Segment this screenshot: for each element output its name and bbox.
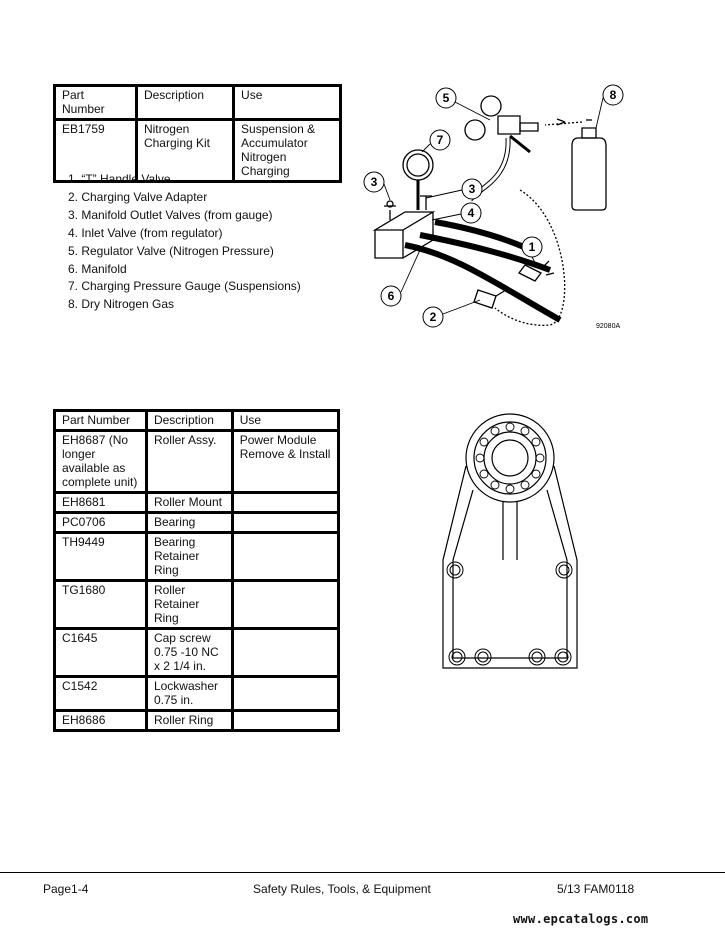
- description-cell: Bearing: [146, 513, 232, 533]
- callout-2: 2: [429, 310, 437, 324]
- legend-item: 5. Regulator Valve (Nitrogen Pressure): [68, 243, 274, 258]
- callout-5: 5: [442, 91, 450, 105]
- table-row: [55, 581, 339, 629]
- section-title: Safety Rules, Tools, & Equipment: [253, 882, 431, 896]
- header-description: Description: [146, 411, 232, 431]
- table-row: [55, 711, 339, 731]
- part-number-cell: EH8687 (No longer available as complete unit): [55, 431, 147, 493]
- callout-4: 4: [467, 206, 475, 220]
- description-cell: Bearing Retainer Ring: [146, 533, 232, 581]
- legend-item: 7. Charging Pressure Gauge (Suspensions): [68, 279, 301, 294]
- part-number-cell: EH8681: [55, 493, 147, 513]
- header-use: Use: [232, 411, 338, 431]
- use-cell: [232, 581, 338, 629]
- footer-divider: [0, 872, 725, 873]
- description-cell: Roller Retainer Ring: [146, 581, 232, 629]
- description-cell: Nitrogen Charging Kit: [136, 120, 233, 182]
- part-number-cell: C1542: [55, 677, 147, 711]
- callout-7: 7: [436, 133, 444, 147]
- legend-item: 3. Manifold Outlet Valves (from gauge): [68, 207, 273, 222]
- legend-item: 8. Dry Nitrogen Gas: [68, 297, 175, 312]
- document-code: 5/13 FAM0118: [557, 882, 635, 896]
- header-part-number: Part Number: [55, 411, 147, 431]
- part-number-cell: EB1759: [55, 120, 137, 182]
- watermark: www.epcatalogs.com: [513, 912, 649, 926]
- part-number-cell: C1645: [55, 629, 147, 677]
- description-cell: Roller Assy.: [146, 431, 232, 493]
- use-cell: [232, 533, 338, 581]
- table-row: [55, 513, 339, 533]
- legend-item: 6. Manifold: [68, 261, 127, 276]
- part-number-cell: TG1680: [55, 581, 147, 629]
- table-header-row: [55, 86, 341, 120]
- description-cell: Cap screw 0.75 -10 NC x 2 1/4 in.: [146, 629, 232, 677]
- use-cell: [232, 513, 338, 533]
- page-number: Page1-4: [43, 882, 89, 896]
- nitrogen-charging-kit-illustration: [360, 80, 640, 335]
- header-part-number: Part Number: [55, 86, 137, 120]
- use-cell: [232, 493, 338, 513]
- part-number-cell: TH9449: [55, 533, 147, 581]
- header-use: Use: [234, 86, 341, 120]
- part-number-cell: PC0706: [55, 513, 147, 533]
- table-row: [55, 493, 339, 513]
- use-cell: Power Module Remove & Install: [232, 431, 338, 493]
- table-row: [55, 629, 339, 677]
- table-row: [55, 431, 339, 493]
- use-cell: [232, 629, 338, 677]
- part-number-cell: EH8686: [55, 711, 147, 731]
- callout-8: 8: [609, 88, 617, 102]
- use-cell: [232, 711, 338, 731]
- table-row: [55, 533, 339, 581]
- callout-3-right: 3: [468, 182, 476, 196]
- roller-assembly-illustration: [435, 410, 585, 675]
- figure-code: 92080A: [596, 323, 621, 330]
- legend-item: 1. “T” Handle Valve: [68, 172, 171, 186]
- callout-1: 1: [528, 240, 536, 254]
- charging-kit-table: [53, 84, 342, 183]
- table-row: [55, 677, 339, 711]
- description-cell: Roller Mount: [146, 493, 232, 513]
- figure-legend: [68, 171, 301, 314]
- roller-assembly-table: [53, 409, 340, 732]
- legend-item: 2. Charging Valve Adapter: [68, 189, 208, 204]
- table-header-row: [55, 411, 339, 431]
- use-cell: Suspension & Accumulator Nitrogen Charging: [234, 120, 341, 182]
- header-description: Description: [136, 86, 233, 120]
- callout-3-left: 3: [370, 175, 378, 189]
- callout-6: 6: [387, 289, 395, 303]
- description-cell: Lockwasher 0.75 in.: [146, 677, 232, 711]
- use-cell: [232, 677, 338, 711]
- description-cell: Roller Ring: [146, 711, 232, 731]
- legend-item: 4. Inlet Valve (from regulator): [68, 225, 223, 240]
